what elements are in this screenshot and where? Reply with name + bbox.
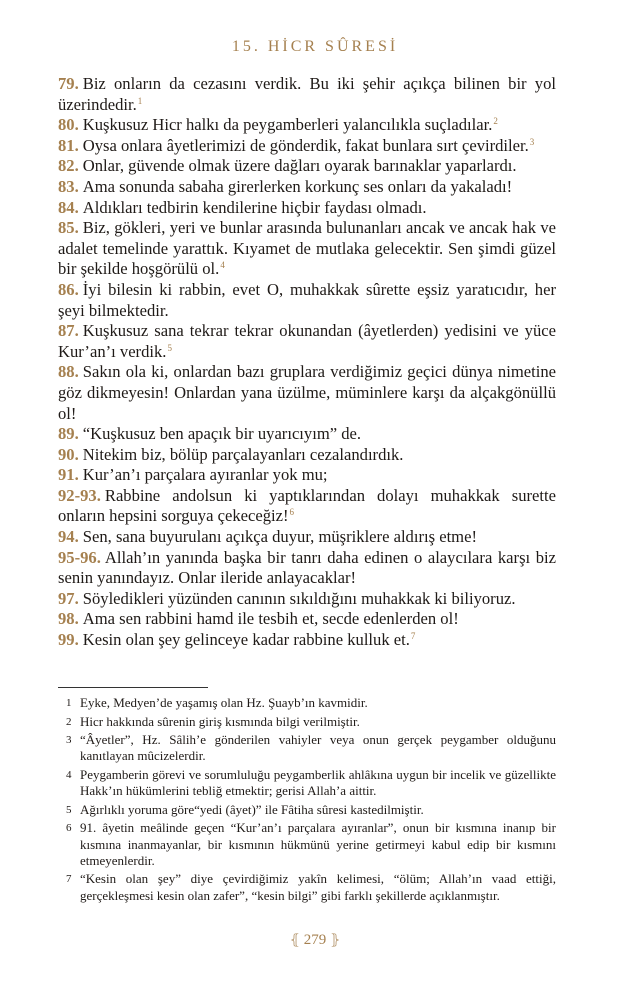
verse xyxy=(58,136,556,157)
verse-number: 91. xyxy=(58,465,79,485)
footnote xyxy=(58,695,556,711)
verse-text: Ama sonunda sabaha girerlerken korkunç ses onları da yakaladı! xyxy=(82,176,513,196)
verse xyxy=(58,321,556,362)
footnote xyxy=(58,767,556,799)
verse-text: Ama sen rabbini hamd ile tesbih et, secde edenlerden ol! xyxy=(82,609,459,629)
verse-number: 83. xyxy=(58,176,79,196)
verse xyxy=(58,218,556,280)
verse xyxy=(58,486,556,527)
verse xyxy=(58,424,556,445)
page-number xyxy=(0,932,630,949)
verse xyxy=(58,74,556,115)
verse-number: 80. xyxy=(58,115,79,135)
footnote-list xyxy=(58,695,556,906)
verse-number: 94. xyxy=(58,527,79,547)
verse-text: Sen, sana buyurulanı açıkça duyur, müşriklere aldırış etme! xyxy=(82,527,477,547)
verse xyxy=(58,177,556,198)
verse-text: Kur’an’ı parçalara ayıranlar yok mu; xyxy=(82,465,328,485)
footnote xyxy=(58,802,556,818)
verse-number: 99. xyxy=(58,630,79,650)
verse-text: Söyledikleri yüzünden canının sıkıldığını muhakkak ki biliyoruz. xyxy=(82,588,516,608)
verse-text: Onlar, güvende olmak üzere dağları oyarak barınaklar yaparlardı. xyxy=(82,156,517,176)
footnote-number: 5 xyxy=(66,803,72,816)
footnote-ref[interactable]: 1 xyxy=(137,95,143,106)
verse xyxy=(58,527,556,548)
verse-text: Biz, gökleri, yeri ve bunlar arasında bulunanları ancak ve ancak hak ve adalet temelinde yarattık. Kıyamet de mutlaka gelecektir. Sen şimdi güzel bir şekilde hoşgörülü ol. xyxy=(58,218,556,279)
footnote-ref[interactable]: 5 xyxy=(167,342,172,353)
footnote-ref[interactable]: 3 xyxy=(529,136,535,147)
footnote-ref[interactable]: 7 xyxy=(410,631,416,642)
footnote-ref[interactable]: 4 xyxy=(220,260,225,271)
verse-text: Biz onların da cezasını verdik. Bu iki şehir açıkça bilinen bir yol üzerindedir. xyxy=(58,74,556,114)
verse-number: 79. xyxy=(58,74,79,93)
verse-list xyxy=(58,74,556,651)
verse-text: “Kuşkusuz ben apaçık bir uyarıcıyım” de. xyxy=(82,424,362,444)
ornament-left-icon: ⦃ xyxy=(289,933,300,948)
verse-number: 89. xyxy=(58,424,79,444)
verse-text: Kuşkusuz Hicr halkı da peygamberleri yalancılıkla suçladılar. xyxy=(82,115,493,135)
verse xyxy=(58,589,556,610)
footnote xyxy=(58,820,556,869)
footnote-number: 3 xyxy=(66,734,72,747)
verse-number: 82. xyxy=(58,156,79,176)
footnote xyxy=(58,732,556,764)
running-header: 15. HİCR SÛRESİ xyxy=(231,38,399,55)
footnote-text: Ağırlıklı yoruma göre“yedi (âyet)” ile Fâtiha sûresi kastedilmiştir. xyxy=(80,801,424,817)
footnote-text: “Kesin olan şey” diye çevirdiğimiz yakîn kelimesi, “ölüm; Allah’ın vaad ettiği, gerçekleşmesi kesin olan zafer”, “kesin bilgi” gibi farklı şekillerde açıklanmıştır. xyxy=(80,871,556,903)
verse-number: 98. xyxy=(58,609,79,629)
verse xyxy=(58,156,556,177)
footnote-number: 6 xyxy=(66,822,72,835)
verse xyxy=(58,115,556,136)
verse xyxy=(58,198,556,219)
verse-number: 90. xyxy=(58,444,79,464)
verse-text: Nitekim biz, bölüp parçalayanları cezalandırdık. xyxy=(82,444,404,464)
footnote-text: Eyke, Medyen’de yaşamış olan Hz. Şuayb’ın kavmidir. xyxy=(80,695,368,710)
verse xyxy=(58,548,556,589)
verse xyxy=(58,609,556,630)
verse xyxy=(58,445,556,466)
footnote-number: 2 xyxy=(66,715,72,728)
verse-number: 97. xyxy=(58,588,79,608)
verse xyxy=(58,465,556,486)
footnote-text: 91. âyetin meâlinde geçen “Kur’an’ı parçalara ayıranlar”, onun bir kısmına inanıp bir kısmına inanmayanlar, bir kısmının hükmünü yerine getirmeyi kabul edip bir kısmını etmeyenlerdir. xyxy=(80,820,556,868)
verse-text: Rabbine andolsun ki yaptıklarından dolayı muhakkak surette onların hepsini sorguya çekeceğiz! xyxy=(58,485,556,526)
verse-text: Allah’ın yanında başka bir tanrı daha edinen o alaycılara karşı biz senin yanındayız. Onlar ileride anlayacaklar! xyxy=(58,547,556,588)
footnote-number: 4 xyxy=(66,768,72,781)
verse-number: 81. xyxy=(58,135,79,155)
verse-text: Sakın ola ki, onlardan bazı gruplara verdiğimiz geçici dünya nimetine göz dikmeyesin! Onlardan yana üzülme, müminlere karşı da alçakgönüllü ol! xyxy=(58,362,556,423)
verse-number: 85. xyxy=(58,218,79,238)
verse-number: 92-93. xyxy=(58,485,101,505)
footnote-text: “Âyetler”, Hz. Sâlih’e gönderilen vahiyler veya onun gerçek peygamber olduğunu kanıtlayan mûcizelerdir. xyxy=(80,732,556,764)
verse xyxy=(58,630,556,651)
ornament-right-icon: ⦄ xyxy=(330,933,341,948)
footnote-ref[interactable]: 6 xyxy=(289,507,295,518)
verse-number: 88. xyxy=(58,362,79,382)
footnote-text: Peygamberin görevi ve sorumluluğu peygamberlik ahlâkına uygun bir incelik ve güzellikte Hakk’ın hükümlerini tebliğ etmektir; gerisi Allah’a aittir. xyxy=(80,766,556,799)
verse-text: Kuşkusuz sana tekrar tekrar okunandan (âyetlerden) yedisini ve yüce Kur’an’ı verdik. xyxy=(58,321,556,361)
footnote xyxy=(58,714,556,730)
verse-number: 86. xyxy=(58,279,79,299)
verse xyxy=(58,362,556,424)
verse-number: 87. xyxy=(58,321,79,341)
verse-text: İyi bilesin ki rabbin, evet O, muhakkak sûrette eşsiz yaratıcıdır, her şeyi bilmektedir. xyxy=(58,279,556,320)
footnote xyxy=(58,871,556,903)
page-number-value: 279 xyxy=(303,932,327,948)
verse-text: Kesin olan şey gelinceye kadar rabbine kulluk et. xyxy=(82,630,410,650)
footnote-text: Hicr hakkında sûrenin giriş kısmında bilgi verilmiştir. xyxy=(80,713,360,729)
verse-text: Aldıkları tedbirin kendilerine hiçbir faydası olmadı. xyxy=(82,197,427,217)
verse-number: 95-96. xyxy=(58,547,101,567)
footnote-number: 1 xyxy=(66,697,72,709)
footnote-divider xyxy=(58,687,208,688)
footnote-ref[interactable]: 2 xyxy=(493,116,498,127)
verse-number: 84. xyxy=(58,197,79,217)
footnote-number: 7 xyxy=(66,873,72,886)
verse xyxy=(58,280,556,321)
verse-text: Oysa onlara âyetlerimizi de gönderdik, fakat bunlara sırt çevirdiler. xyxy=(82,135,529,155)
